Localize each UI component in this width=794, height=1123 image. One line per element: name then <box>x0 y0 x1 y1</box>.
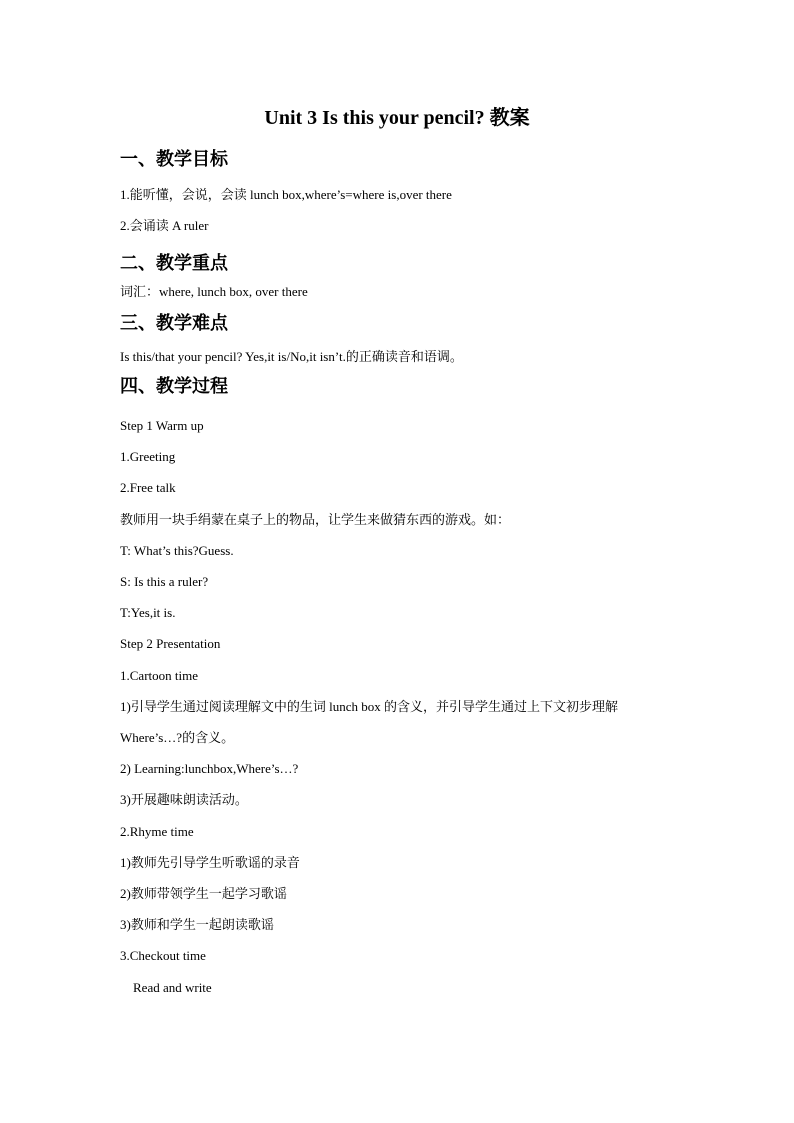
process-line: 1)引导学生通过阅读理解文中的生词 lunch box 的含义，并引导学生通过上下文初步理解 <box>120 699 618 714</box>
difficulty-item: Is this/that your pencil? Yes,it is/No,it isn’t.的正确读音和语调。 <box>120 349 463 364</box>
process-line: 2) Learning:lunchbox,Where’s…? <box>120 761 299 776</box>
process-line: T:Yes,it is. <box>120 605 176 620</box>
process-line: 3.Checkout time <box>120 948 206 963</box>
process-line: 1)教师先引导学生听歌谣的录音 <box>120 855 300 870</box>
process-line: 3)教师和学生一起朗读歌谣 <box>120 917 274 932</box>
process-line: T: What’s this?Guess. <box>120 543 234 558</box>
process-line: Read and write <box>133 980 212 995</box>
objective-item: 1.能听懂，会说，会读 lunch box,where’s=where is,over there <box>120 187 452 202</box>
section-heading-difficulties: 三、教学难点 <box>120 313 228 333</box>
process-line: S: Is this a ruler? <box>120 574 209 589</box>
process-line: Step 1 Warm up <box>120 418 204 433</box>
objective-item: 2.会诵读 A ruler <box>120 218 209 233</box>
process-line: Where’s…?的含义。 <box>120 730 235 745</box>
section-heading-objectives: 一、教学目标 <box>120 149 228 169</box>
section-heading-key-points: 二、教学重点 <box>120 253 228 273</box>
process-line: Step 2 Presentation <box>120 636 221 651</box>
process-line: 教师用一块手绢蒙在桌子上的物品，让学生来做猜东西的游戏。如： <box>120 512 511 527</box>
process-line: 2.Free talk <box>120 480 176 495</box>
process-line: 2.Rhyme time <box>120 824 194 839</box>
section-heading-process: 四、教学过程 <box>120 376 228 396</box>
process-line: 1.Greeting <box>120 449 176 464</box>
process-line: 1.Cartoon time <box>120 668 198 683</box>
process-line: 3)开展趣味朗读活动。 <box>120 792 248 807</box>
process-line: 2)教师带领学生一起学习歌谣 <box>120 886 287 901</box>
key-point-item: 词汇：where, lunch box, over there <box>120 284 308 299</box>
document-title: Unit 3 Is this your pencil? 教案 <box>264 107 530 129</box>
